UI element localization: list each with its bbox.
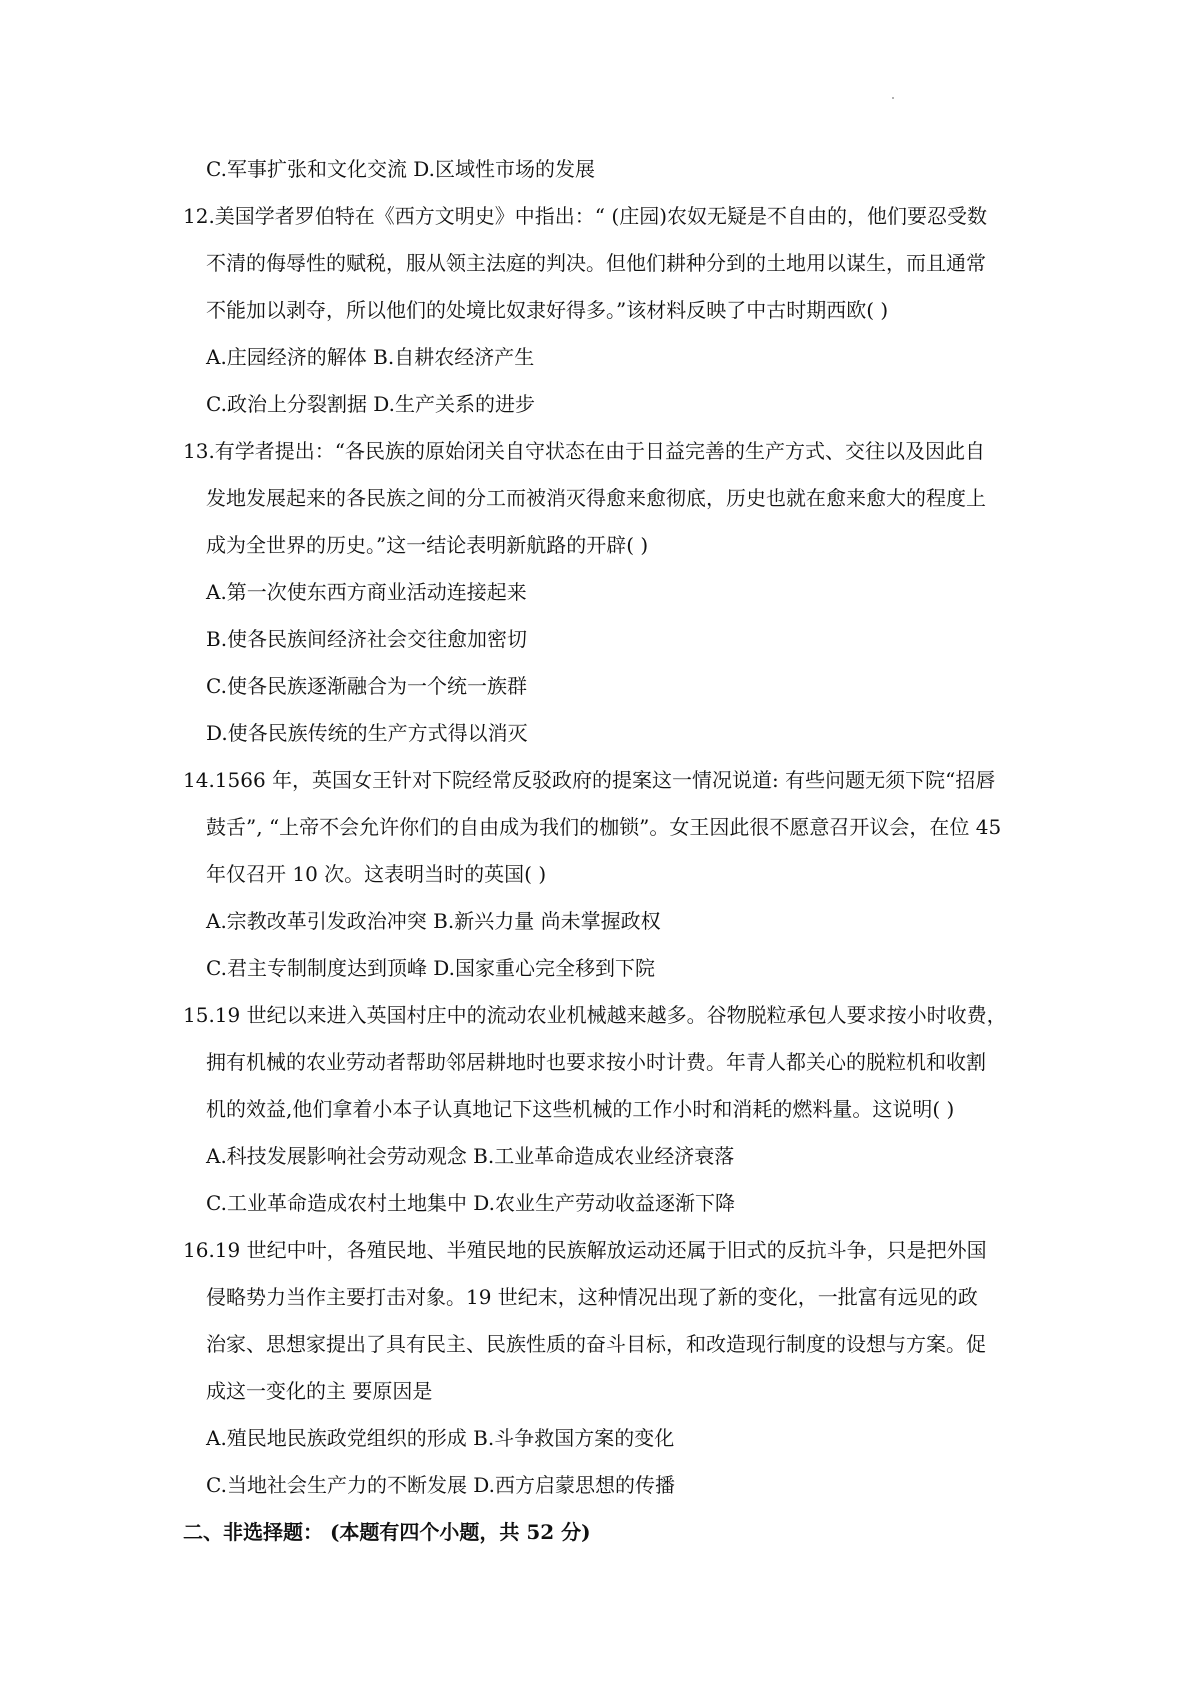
section-heading-non-choice: 二、非选择题： (本题有四个小题，共 52 分) (183, 1520, 591, 1544)
q13-option-a: A.第一次使东西方商业活动连接起来 (206, 580, 527, 604)
q16-options-cd: C.当地社会生产力的不断发展 D.西方启蒙思想的传播 (206, 1473, 675, 1497)
q16-stem-line2: 侵略势力当作主要打击对象。19 世纪末，这种情况出现了新的变化，一批富有远见的政 (206, 1285, 978, 1309)
q14-stem-line2: 鼓舌”, “上帝不会允许你们的自由成为我们的枷锁”。女王因此很不愿意召开议会，在位 45 (206, 815, 1002, 839)
q14-options-cd: C.君主专制制度达到顶峰 D.国家重心完全移到下院 (206, 956, 655, 980)
q11-options-cd: C.军事扩张和文化交流 D.区域性市场的发展 (206, 157, 595, 181)
q12-options-ab: A.庄园经济的解体 B.自耕农经济产生 (206, 345, 535, 369)
q12-stem-line3: 不能加以剥夺，所以他们的处境比奴隶好得多。”该材料反映了中古时期西欧( ) (206, 298, 889, 322)
q12-stem-line2: 不清的侮辱性的赋税，服从领主法庭的判决。但他们耕种分到的土地用以谋生，而且通常 (206, 251, 986, 275)
q16-stem-line3: 治家、思想家提出了具有民主、民族性质的奋斗目标，和改造现行制度的设想与方案。促 (206, 1332, 986, 1356)
q15-options-ab: A.科技发展影响社会劳动观念 B.工业革命造成农业经济衰落 (206, 1144, 735, 1168)
q15-options-cd: C.工业革命造成农村土地集中 D.农业生产劳动收益逐渐下降 (206, 1191, 735, 1215)
q15-stem-line3: 机的效益,他们拿着小本子认真地记下这些机械的工作小时和消耗的燃料量。这说明( ) (206, 1097, 955, 1121)
q16-stem-line4: 成这一变化的主 要原因是 (206, 1379, 433, 1403)
q13-stem-line2: 发地发展起来的各民族之间的分工而被消灭得愈来愈彻底，历史也就在愈来愈大的程度上 (206, 486, 986, 510)
q16-options-ab: A.殖民地民族政党组织的形成 B.斗争救国方案的变化 (206, 1426, 675, 1450)
q13-stem-line3: 成为全世界的历史。”这一结论表明新航路的开辟( ) (206, 533, 649, 557)
q16-stem-line1: 16.19 世纪中叶，各殖民地、半殖民地的民族解放运动还属于旧式的反抗斗争，只是把外国 (183, 1238, 987, 1262)
q15-stem-line1: 15.19 世纪以来进入英国村庄中的流动农业机械越来越多。谷物脱粒承包人要求按小时收费， (183, 1003, 1007, 1027)
q14-stem-line3: 年仅召开 10 次。这表明当时的英国( ) (206, 862, 547, 886)
q12-stem-line1: 12.美国学者罗伯特在《西方文明史》中指出：“ (庄园)农奴无疑是不自由的，他们要忍受数 (183, 204, 987, 228)
q13-option-b: B.使各民族间经济社会交往愈加密切 (206, 627, 528, 651)
q13-option-c: C.使各民族逐渐融合为一个统一族群 (206, 674, 527, 698)
q14-options-ab: A.宗教改革引发政治冲突 B.新兴力量 尚未掌握政权 (206, 909, 661, 933)
q12-options-cd: C.政治上分裂割据 D.生产关系的进步 (206, 392, 535, 416)
q14-stem-line1: 14.1566 年，英国女王针对下院经常反驳政府的提案这一情况说道: 有些问题无须下院“招唇 (183, 768, 996, 792)
q13-stem-line1: 13.有学者提出：“各民族的原始闭关自守状态在由于日益完善的生产方式、交往以及因此自 (183, 439, 986, 463)
q15-stem-line2: 拥有机械的农业劳动者帮助邻居耕地时也要求按小时计费。年青人都关心的脱粒机和收割 (206, 1050, 986, 1074)
q13-option-d: D.使各民族传统的生产方式得以消灭 (206, 721, 528, 745)
scan-dot (892, 97, 894, 99)
